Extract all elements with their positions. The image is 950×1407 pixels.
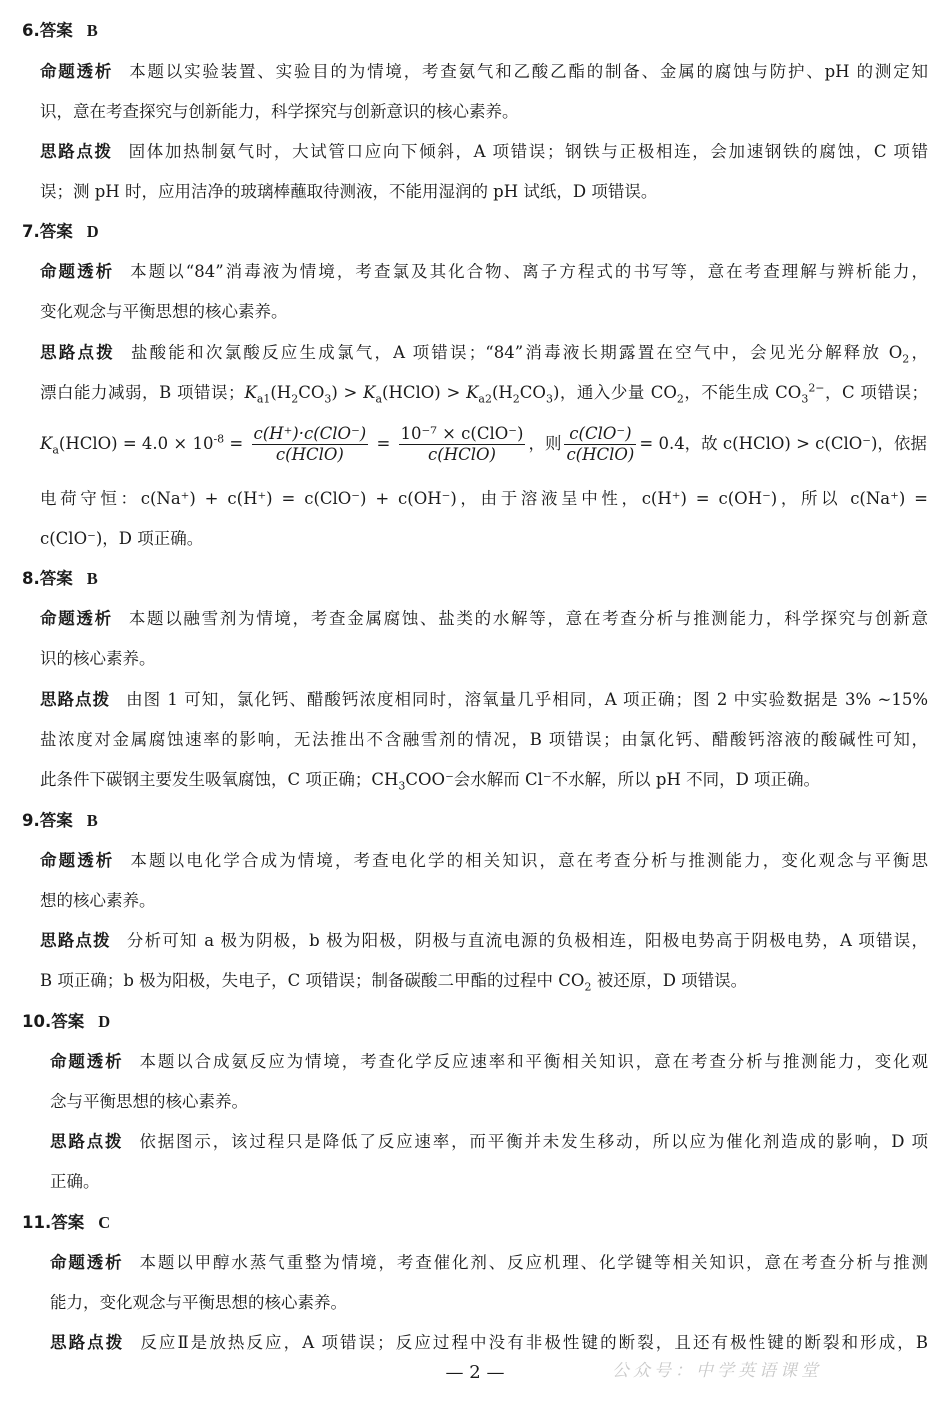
q10-analysis-line1: 命题透析 本题以合成氨反应为情境，考查化学反应速率和平衡相关知识，意在考查分析与推测能力，变化观: [50, 1052, 929, 1071]
page-number: — 2 —: [445, 1362, 505, 1383]
watermark: 公众号：中学英语课堂: [612, 1361, 822, 1381]
q9-heading: 9.答案 B: [22, 811, 98, 830]
q6-heading: 6.答案 B: [22, 21, 98, 40]
q10-hint-line2: 正确。: [50, 1172, 100, 1191]
q7-hint-line4: 电荷守恒：c(Na⁺) + c(H⁺) = c(ClO⁻) + c(OH⁻)，由于溶液呈中性，c(H⁺) = c(OH⁻)，所以 c(Na⁺) =: [40, 489, 928, 508]
q8-hint-line3: 此条件下碳钢主要发生吸氧腐蚀，C 项正确；$CH_3COO^-$会水解而 Cl⁻不水解，所以 pH 不同，D 项正确。: [40, 770, 821, 793]
q8-heading: 8.答案 B: [22, 569, 98, 588]
q9-answer: B: [86, 811, 98, 830]
q11-answer: C: [98, 1213, 111, 1232]
q9-hint-line2: B 项正确；b 极为阳极，失电子，C 项错误；制备碳酸二甲酯的过程中 $CO_2$ 被还原，D 项错误。: [40, 971, 748, 994]
q7-hint-line5: c(ClO⁻)，D 项正确。: [40, 529, 204, 548]
q6-hint-line1: 思路点拨 固体加热制氨气时，大试管口应向下倾斜，A 项错误；钢铁与正极相连，会加速钢铁的腐蚀，C 项错: [40, 142, 929, 161]
q10-heading: 10.答案 D: [22, 1012, 111, 1031]
q8-hint-line1: 思路点拨 由图 1 可知，氯化钙、醋酸钙浓度相同时，溶氧量几乎相同，A 项正确；图 2 中实验数据是 3% ~15%: [40, 690, 928, 709]
q7-hint-line1: 思路点拨 盐酸能和次氯酸反应生成氯气，A 项错误；“84”消毒液长期露置在空气中，会见光分解释放 $O_2$，: [40, 343, 929, 366]
q8-analysis-line2: 识的核心素养。: [40, 649, 156, 668]
q8-hint-line2: 盐浓度对金属腐蚀速率的影响，无法推出不含融雪剂的情况，B 项错误；由氯化钙、醋酸钙溶液的酸碱性可知，: [40, 730, 928, 749]
q7-answer: D: [86, 222, 99, 241]
q11-analysis-line1: 命题透析 本题以甲醇水蒸气重整为情境，考查催化剂、反应机理、化学键等相关知识，意在考查分析与推测: [50, 1253, 929, 1272]
q7-heading: 7.答案 D: [22, 222, 99, 241]
q6-answer: B: [86, 21, 98, 40]
q7-equation-line: $K_a(HClO) = 4.0 \times 10^{-8}$ = $\frac{\text{c(H⁺)·c(ClO⁻)}}{\text{c(HClO)}}$ = $\frac{\text{10⁻⁷ × c(ClO⁻)}}{\text{c(HClO)}}$ ，则 $\frac{\text{c(ClO⁻)}}{\text{c(HClO)}}$ = 0.4，故 c(HClO) > c(ClO⁻)，依据: [40, 424, 927, 464]
q10-answer: D: [98, 1012, 111, 1031]
q9-hint-line1: 思路点拨 分析可知 a 极为阴极，b 极为阳极，阴极与直流电源的负极相连，阳极电势高于阴极电势，A 项错误，: [40, 931, 928, 950]
q11-hint-line1: 思路点拨 反应Ⅱ是放热反应，A 项错误；反应过程中没有非极性键的断裂，且还有极性键的断裂和形成，B: [50, 1333, 928, 1352]
q11-heading: 11.答案 C: [22, 1213, 111, 1232]
q6-hint-line2: 误；测 pH 时，应用洁净的玻璃棒蘸取待测液，不能用湿润的 pH 试纸，D 项错误。: [40, 182, 658, 201]
q10-hint-line1: 思路点拨 依据图示，该过程只是降低了反应速率，而平衡并未发生移动，所以应为催化剂造成的影响，D 项: [50, 1132, 928, 1151]
q7-hint-line2: 漂白能力减弱，B 项错误；$K_{a1}(H_2CO_3)$ > $K_a(HClO) > K_{a2}(H_2CO_3)$，通入少量 $CO_2$，不能生成 $CO_3^{2-}$，C 项错误；: [40, 381, 928, 406]
q11-analysis-line2: 能力，变化观念与平衡思想的核心素养。: [50, 1293, 347, 1312]
q7-analysis-line2: 变化观念与平衡思想的核心素养。: [40, 302, 288, 321]
q10-analysis-line2: 念与平衡思想的核心素养。: [50, 1092, 248, 1111]
q7-analysis-line1: 命题透析 本题以“84”消毒液为情境，考查氯及其化合物、离子方程式的书写等，意在考查理解与辨析能力，: [40, 262, 929, 281]
q9-analysis-line2: 想的核心素养。: [40, 891, 156, 910]
q8-analysis-line1: 命题透析 本题以融雪剂为情境，考查金属腐蚀、盐类的水解等，意在考查分析与推测能力，科学探究与创新意: [40, 609, 929, 628]
fraction-2: $\frac{\text{10⁻⁷ × c(ClO⁻)}}{\text{c(HClO)}}$: [400, 424, 524, 464]
fraction-1: $\frac{\text{c(H⁺)·c(ClO⁻)}}{\text{c(HClO)}}$: [253, 424, 367, 464]
q9-analysis-line1: 命题透析 本题以电化学合成为情境，考查电化学的相关知识，意在考查分析与推测能力，变化观念与平衡思: [40, 851, 929, 870]
q6-analysis-line2: 识，意在考查探究与创新能力，科学探究与创新意识的核心素养。: [40, 102, 519, 121]
q8-answer: B: [86, 569, 98, 588]
fraction-3: $\frac{\text{c(ClO⁻)}}{\text{c(HClO)}}$: [566, 424, 635, 464]
q6-analysis-line1: 命题透析 本题以实验装置、实验目的为情境，考查氨气和乙酸乙酯的制备、金属的腐蚀与防护、pH 的测定知: [40, 62, 928, 81]
